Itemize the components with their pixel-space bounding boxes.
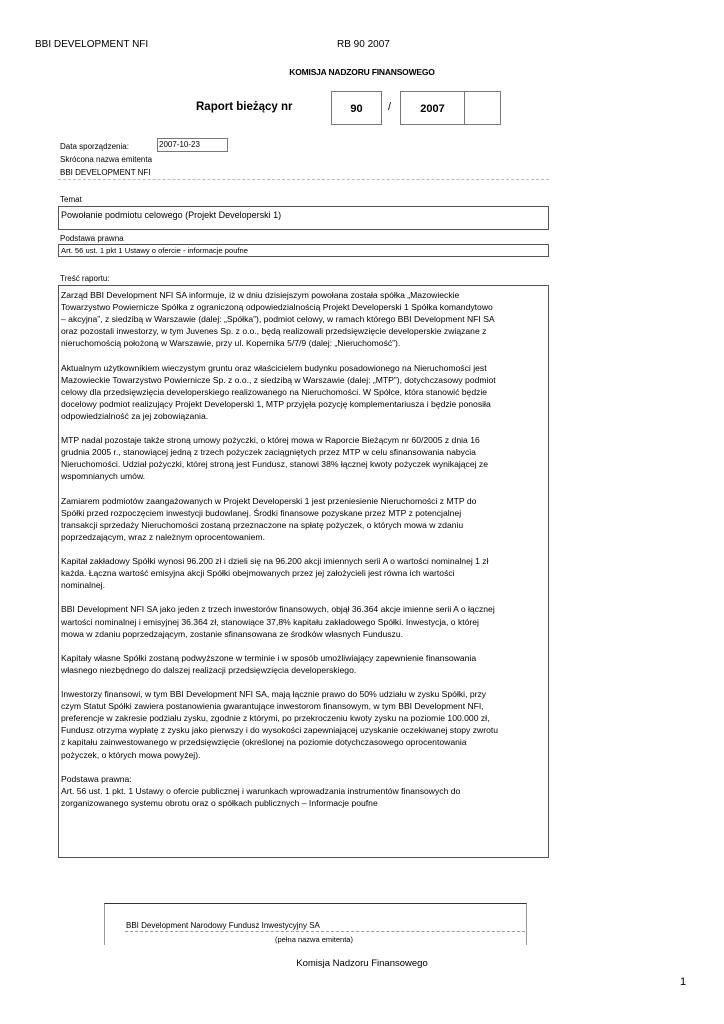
content-line: BBI Development NFI SA jako jeden z trzech inwestorów finansowych, objął 36.364 akcje imienne serii A o łącznej — [61, 604, 495, 615]
content-line: odpowiedzialność za jej zobowiązania. — [61, 410, 209, 421]
content-line: mowa w zdaniu poprzedzającym, zostanie sfinansowana ze środków własnych Funduszu. — [61, 628, 404, 639]
content-line: Fundusz otrzyma wypłatę z zysku jako pierwszy i do wysokości zapewniającej uzyskanie oczekiwanej stopy zwrotu — [61, 725, 499, 736]
content-paragraph-9 — [61, 773, 546, 809]
topic-label: Temat — [60, 195, 82, 204]
commission-title: KOMISJA NADZORU FINANSOWEGO — [289, 67, 435, 77]
content-line: zorganizowanego systemu obrotu oraz o spółkach publicznych – Informacje poufne — [61, 797, 378, 808]
header-left: BBI DEVELOPMENT NFI — [35, 39, 149, 50]
content-paragraph-1 — [61, 289, 546, 349]
legal-basis-value: Art. 56 ust. 1 pkt 1 Ustawy o ofercie - informacje poufne — [58, 244, 549, 257]
content-label: Treść raportu: — [60, 274, 110, 283]
topic-value: Powołanie podmiotu celowego (Projekt Developerski 1) — [58, 206, 549, 230]
content-paragraph-4 — [61, 495, 546, 543]
issuer-full-caption: (pełna nazwa emitenta) — [275, 935, 353, 944]
content-line: nieruchomością położoną w Warszawie, przy ul. Kopernika 5/7/9 (dalej: „Nieruchomość”). — [61, 338, 401, 349]
content-line: wartości nominalnej i emisyjnej 36.364 zł, stanowiące 37,8% kapitału zakładowego Spółki. Inwestycja, o której — [61, 616, 479, 627]
content-line: MTP nadal pozostaje także stroną umowy pożyczki, o której mowa w Raporcie Bieżącym nr 60/2005 z dnia 16 — [61, 435, 480, 446]
authority-name: Komisja Nadzoru Finansowego — [296, 958, 428, 969]
content-line: Spółki przed rozpoczęciem inwestycji budowlanej. Środki finansowe pozyskane przez MTP z potencjalnej — [61, 507, 462, 518]
content-line: poprzedzającym, wraz z należnym oprocentowaniem. — [61, 531, 265, 542]
content-line: transakcji sprzedaży Nieruchomości zostaną przeznaczone na spłatę pożyczek, o których mowa w zdaniu — [61, 519, 464, 530]
content-line: Kapitał zakładowy Spółki wynosi 96.200 zł i dzieli się na 96.200 akcji imiennych serii A o wartości nominalnej 1 zł — [61, 556, 489, 567]
content-line: Kapitały własne Spółki zostaną podwyższone w terminie i w sposób umożliwiający zapewnienie finansowania — [61, 652, 477, 663]
content-paragraph-7 — [61, 652, 546, 676]
content-line: oraz pozostali inwestorzy, w tym Juvenes Sp. z o.o., będą realizowali przedsięwzięcie developerskie związane z — [61, 326, 487, 337]
content-line: Art. 56 ust. 1 pkt. 1 Ustawy o ofercie publicznej i warunkach wprowadzania instrumentów finansowych do — [61, 785, 461, 796]
report-year: 2007 — [400, 91, 465, 125]
content-paragraph-5 — [61, 555, 546, 591]
content-line: Zamiarem podmiotów zaangażowanych w Projekt Developerski 1 jest przeniesienie Nieruchomości z MTP do — [61, 495, 477, 506]
content-line: Inwestorzy finansowi, w tym BBI Development NFI SA, mają łącznie prawo do 50% udziału w zysku Spółki, przy — [61, 689, 487, 700]
content-line: Podstawa prawna: — [61, 773, 132, 784]
content-line: Nieruchomości. Udział pożyczki, której stroną jest Fundusz, stanowi 38% łącznej kwoty pożyczek wynikającej ze — [61, 459, 488, 470]
issuer-short-value: BBI DEVELOPMENT NFI — [60, 168, 151, 177]
date-value: 2007-10-23 — [157, 138, 228, 152]
content-line: Aktualnym użytkownikiem wieczystym gruntu oraz właścicielem budynku posadowionego na Nieruchomości jest — [61, 362, 487, 373]
content-paragraph-2 — [61, 362, 546, 422]
content-line: każda. Łączna wartość emisyjna akcji Spółki obejmowanych przez jej założycieli jest równa ich wartości — [61, 568, 455, 579]
report-title-label: Raport bieżący nr — [196, 101, 293, 113]
content-line: celowy dla przedsięwzięcia developerskiego realizowanego na Nieruchomości. W Spółce, która stanowić będzie — [61, 386, 488, 397]
page-number: 1 — [680, 976, 687, 988]
content-paragraph-3 — [61, 434, 546, 482]
report-empty-cell — [464, 91, 501, 125]
content-line: czym Statut Spółki zawiera postanowienia gwarantujące inwestorom finansowym, w tym BBI Development NFI, — [61, 701, 484, 712]
content-paragraph-6 — [61, 603, 546, 639]
issuer-full-name: BBI Development Narodowy Fundusz Inwestycyjny SA — [126, 921, 320, 930]
content-line: nominalnej. — [61, 580, 105, 591]
issuer-divider — [58, 179, 549, 180]
footer-divider — [125, 931, 525, 932]
date-label: Data sporządzenia: — [60, 142, 129, 151]
content-line: Mazowieckie Towarzystwo Powiernicze Sp. z o.o., z siedzibą w Warszawie (dalej: „MTP”), dotychczasowy podmiot — [61, 374, 496, 385]
content-line: preferencje w zakresie podziału zysku, zgodnie z którymi, po przekroczeniu kwoty zysku na poziomie 100.000 zł, — [61, 713, 490, 724]
report-number: 90 — [331, 91, 382, 125]
content-line: z kapitału zainwestowanego w przedsięwzięcie (określonej na poziomie dotychczasowego oprocentowania — [61, 737, 467, 748]
content-line: – akcyjna”, z siedzibą w Warszawie (dalej: „Spółka”), podmiot celowy, w ramach którego BBI Development NFI SA — [61, 314, 495, 325]
issuer-short-label: Skrócona nazwa emitenta — [60, 155, 153, 164]
content-line: grudnia 2005 r., stanowiącej jedną z trzech pożyczek zaciągniętych przez MTP w celu sfinansowania nabycia — [61, 447, 476, 458]
content-line: Zarząd BBI Development NFI SA informuje, iż w dniu dzisiejszym powołana została spółka „Mazowieckie — [61, 290, 460, 300]
content-line: pożyczek, o których mowa powyżej). — [61, 749, 201, 760]
legal-basis-label: Podstawa prawna — [60, 234, 124, 243]
content-line: docelowy podmiot realizujący Projekt Developerski 1, MTP przyjęła pozycję komplementariusza i będzie ponosiła — [61, 398, 491, 409]
header-center: RB 90 2007 — [337, 39, 390, 50]
report-separator: / — [388, 101, 392, 113]
report-content — [58, 285, 549, 858]
content-line: własnego niezbędnego do dalszej realizacji przedsięwzięcia developerskiego. — [61, 664, 357, 675]
content-line: wspomnianych umów. — [61, 471, 146, 482]
content-line: Towarzystwo Powiernicze Spółka z ograniczoną odpowiedzialnością Projekt Developerski 1 Spółka komandytowo — [61, 302, 493, 313]
content-paragraph-8 — [61, 688, 546, 761]
